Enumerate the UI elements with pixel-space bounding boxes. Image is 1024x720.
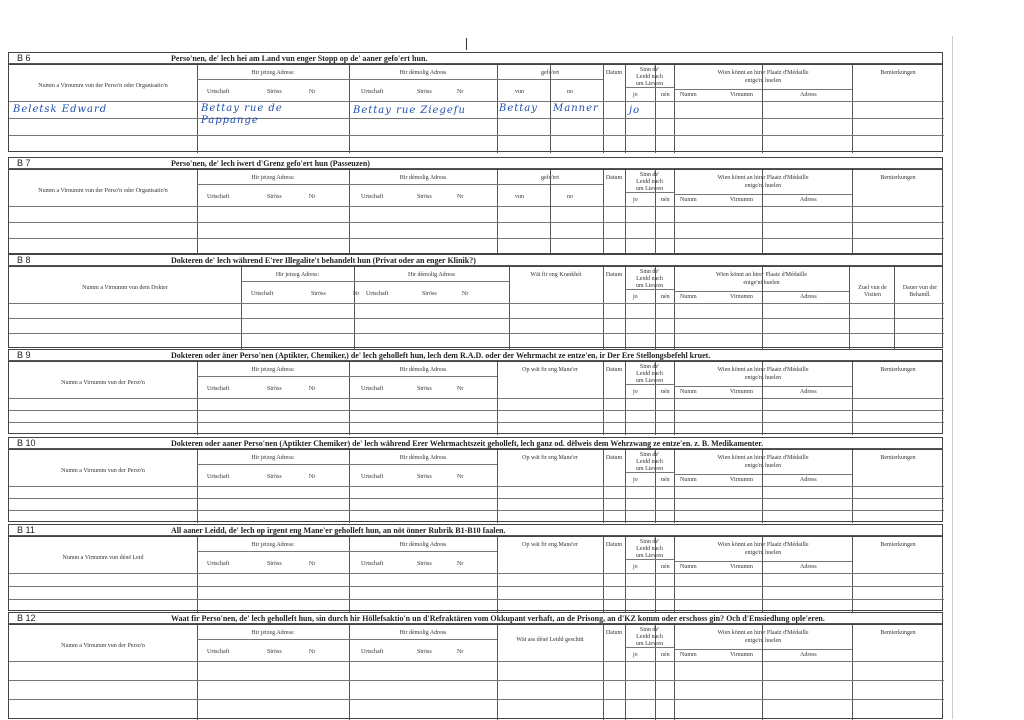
former-address-header: Hir démolig Adress: [399, 175, 447, 181]
alive-header-line2: Leidd nach: [636, 179, 663, 185]
row-divider: [674, 474, 852, 475]
former-number-label: Nr: [457, 561, 464, 567]
row-divider: [354, 281, 509, 282]
data-row-line: [9, 680, 944, 681]
medal-firstname-label: Virnumm: [730, 564, 753, 570]
section-header: [8, 524, 943, 536]
current-street-label: Ströss: [267, 561, 282, 567]
medal-header-line2: entge'nt huelen: [744, 463, 782, 469]
section-title: Dokteren oder aaner Perso'nen (Aptikter Chemiker) de' lech während Erer Wehrmachtszeit geholleft, lech ganz od. dëlweis dem Wehrzwang ze entze'en. z. B. Medikamenter.: [171, 439, 764, 448]
current-address-header: Hir jetzeg Adress:: [251, 175, 295, 181]
row-divider: [349, 551, 497, 552]
section-header: [8, 157, 943, 169]
medal-col-divider: [762, 625, 763, 720]
medal-header-line2: entge'nt huelen: [744, 550, 782, 556]
medal-address-label: Adress: [800, 564, 817, 570]
medal-address-label: Adress: [800, 197, 817, 203]
yes-label: jo: [633, 652, 638, 658]
former-street-label: Ströss: [417, 386, 432, 392]
current-town-label: Urtschaft: [207, 194, 230, 200]
row-divider: [674, 194, 852, 195]
date-header: Datum: [605, 272, 623, 278]
row-divider: [241, 281, 354, 282]
current-address-header: Hir jetzeg Adress:: [251, 630, 295, 636]
medal-header-line1: Wien könnt an hirer Plaatz d'Médaille: [717, 70, 809, 76]
former-number-label: Nr: [457, 649, 464, 655]
column-divider: [852, 625, 853, 720]
column-divider: [197, 170, 198, 255]
former-address-header: Hir démolig Adress: [399, 542, 447, 548]
visits-header: Zuel vun de Visiten: [858, 285, 887, 298]
former-street-label: Ströss: [422, 291, 437, 297]
former-number-label: Nr: [462, 291, 469, 297]
column-divider: [852, 170, 853, 255]
alive-header-line1: Sinn de': [639, 269, 660, 275]
name-column-header: Numm a Virnumm vun dem Dokter: [82, 285, 168, 291]
remarks-header: Bemierkungen: [880, 367, 916, 373]
header-bottom-line: [9, 661, 944, 662]
alive-header-line3: um Liewen: [635, 641, 664, 647]
former-town-label: Urtschaft: [361, 474, 384, 480]
medal-col-divider: [762, 362, 763, 435]
section-grid: [8, 624, 943, 719]
medal-header-line2: entge'nt huelen: [744, 638, 782, 644]
row-divider: [197, 184, 349, 185]
former-town-label: Urtschaft: [361, 561, 384, 567]
header-bottom-line: [9, 573, 944, 574]
data-row-line: [9, 599, 944, 600]
medal-header-line1: Wien könnt an hirer Plaatz d'Médaille: [717, 175, 809, 181]
current-street-label: Ströss: [311, 291, 326, 297]
former-street-label: Ströss: [417, 649, 432, 655]
current-number-label: Nr: [309, 561, 316, 567]
name-column-header: Numm a Virnumm vun der Perso'n: [61, 380, 145, 386]
medal-firstname-label: Virnumm: [730, 652, 753, 658]
no-label: nén: [661, 564, 670, 570]
remarks-header: Bemierkungen: [880, 542, 916, 548]
alive-header-line1: Sinn de': [639, 172, 660, 178]
data-row-line: [9, 118, 944, 119]
current-number-label: Nr: [309, 386, 316, 392]
yes-label: jo: [633, 564, 638, 570]
medal-name-label: Numm: [680, 197, 697, 203]
alive-header-line1: Sinn de': [639, 452, 660, 458]
current-address-header: Hir jetzeg Adress:: [251, 542, 295, 548]
alive-header-line3: um Liewen: [635, 283, 664, 289]
row-divider: [625, 192, 674, 193]
former-address-header: Hir démolig Adress: [399, 367, 447, 373]
remarks-header: Bemierkungen: [880, 70, 916, 76]
handwritten-former-address: Bettay rue Ziegefu: [353, 105, 466, 116]
section-title: Waat fir Perso'nen, de' lech geholleft hun, sin durch hir Höllefsaktio'n un d'Refraktären vom Okkupant verhaft, an de Prisong, an d'KZ komm oder erschoss gin? Och d'Emsiedlung ople'eren.: [171, 614, 825, 623]
handwritten-alive-yes: jo: [629, 105, 641, 116]
section-header: [8, 437, 943, 449]
method-header: Op wät fir eng Mane'er: [522, 367, 578, 373]
row-divider: [349, 376, 497, 377]
name-column-header: Numm a Virnumm vun der Perso'n oder Organisatio'n: [38, 83, 168, 89]
alive-header-line3: um Liewen: [635, 466, 664, 472]
medal-header-line2: entge'nt huelen: [744, 375, 782, 381]
current-town-label: Urtschaft: [207, 89, 230, 95]
alive-header-line1: Sinn de': [639, 627, 660, 633]
yes-label: jo: [633, 294, 638, 300]
medal-address-label: Adress: [800, 92, 817, 98]
handwritten-from: Bettay: [499, 103, 538, 114]
alive-header-line2: Leidd nach: [636, 371, 663, 377]
section-code: B 11: [17, 525, 35, 535]
data-row-line: [9, 222, 944, 223]
from-label: vun: [515, 194, 524, 200]
method-header: Op wät fir eng Mane'er: [522, 455, 578, 461]
section-header: [8, 254, 943, 266]
alive-header-line1: Sinn de': [639, 67, 660, 73]
page-edge-line: [952, 36, 953, 719]
alive-header-line3: um Liewen: [635, 81, 664, 87]
no-label: nén: [661, 477, 670, 483]
no-label: nén: [661, 294, 670, 300]
current-number-label: Nr: [309, 474, 316, 480]
section-code: B 7: [17, 158, 31, 168]
current-town-label: Urtschaft: [207, 386, 230, 392]
alive-header-line1: Sinn de': [639, 539, 660, 545]
former-number-label: Nr: [457, 194, 464, 200]
alive-header-line2: Leidd nach: [636, 276, 663, 282]
current-number-label: Nr: [309, 194, 316, 200]
row-divider: [625, 384, 674, 385]
former-town-label: Urtschaft: [361, 194, 384, 200]
data-row-line: [9, 318, 944, 319]
row-divider: [625, 559, 674, 560]
handwritten-current-address: Bettay rue de Pappange: [201, 103, 283, 126]
medal-address-label: Adress: [800, 477, 817, 483]
medal-col-divider: [762, 450, 763, 523]
medal-col-divider: [762, 267, 763, 349]
column-divider: [603, 65, 604, 153]
section-title: All aaner Leidd, de' lech op irgent eng Mane'er geholleft hun, an nöt önner Rubrik B1-B10 faalen.: [171, 526, 506, 535]
current-street-label: Ströss: [267, 649, 282, 655]
column-divider: [603, 170, 604, 255]
medal-address-label: Adress: [800, 389, 817, 395]
former-number-label: Nr: [457, 386, 464, 392]
medal-address-label: Adress: [800, 652, 817, 658]
from-to-divider: [550, 65, 551, 153]
former-town-label: Urtschaft: [366, 291, 389, 297]
name-column-header: Numm a Virnumm vun der Perso'n: [61, 468, 145, 474]
row-divider: [674, 561, 852, 562]
medal-header-line1: Wien könnt an hirer Plaatz d'Médaille: [716, 272, 807, 278]
medal-header-line2: entge'nt huelen: [744, 183, 782, 189]
section-grid: [8, 449, 943, 522]
yes-label: jo: [633, 477, 638, 483]
row-divider: [197, 551, 349, 552]
section-code: B 12: [17, 613, 36, 623]
alive-header-line2: Leidd nach: [636, 546, 663, 552]
medal-header-line1: Wien könnt an hirer Plaatz d'Médaille: [717, 455, 809, 461]
current-street-label: Ströss: [267, 474, 282, 480]
medal-header-line2: entge'nt huelen: [744, 78, 782, 84]
data-row-line: [9, 422, 944, 423]
column-divider: [349, 170, 350, 255]
alive-header-line2: Leidd nach: [636, 74, 663, 80]
medal-name-label: Numm: [680, 564, 697, 570]
column-divider: [497, 537, 498, 612]
medal-firstname-label: Virnumm: [730, 92, 753, 98]
transported-header: gefo'ert: [540, 175, 560, 181]
column-divider: [849, 267, 850, 349]
current-street-label: Ströss: [267, 89, 282, 95]
section-grid: [8, 169, 943, 254]
medal-col-divider: [762, 170, 763, 255]
section-grid: [8, 536, 943, 611]
medal-header-line1: Wien könnt an hirer Plaatz d'Médaille: [717, 542, 809, 548]
former-number-label: Nr: [457, 474, 464, 480]
header-bottom-line: [9, 486, 944, 487]
former-address-header: Hir démolig Adress: [399, 70, 447, 76]
alive-header-line3: um Liewen: [635, 186, 664, 192]
yes-label: jo: [633, 92, 638, 98]
former-number-label: Nr: [457, 89, 464, 95]
row-divider: [625, 472, 674, 473]
section-title: Dokteren oder äner Perso'nen (Aptikter, Chemiker,) de' lech geholleft hun, lech dem R.A.D. oder der Wehrmacht ze entze'en, ir Der Ere Stellongsbefehl kruet.: [171, 351, 711, 360]
no-label: nén: [661, 652, 670, 658]
row-divider: [674, 89, 852, 90]
column-divider: [497, 170, 498, 255]
former-street-label: Ströss: [417, 194, 432, 200]
medal-header-line1: Wien könnt an hirer Plaatz d'Médaille: [717, 630, 809, 636]
medal-name-label: Numm: [680, 92, 697, 98]
date-header: Datum: [605, 455, 623, 461]
date-header: Datum: [605, 367, 623, 373]
former-town-label: Urtschaft: [361, 649, 384, 655]
alive-header-line1: Sinn de': [639, 364, 660, 370]
handwritten-name: Beletsk Edward: [13, 104, 108, 115]
current-address-header: Hir jetzeg Adress:: [275, 272, 320, 278]
medal-col-divider: [762, 65, 763, 153]
former-address-header: Hir démolig Adress: [399, 630, 447, 636]
alive-header-line2: Leidd nach: [636, 459, 663, 465]
current-address-header: Hir jetzeg Adress:: [251, 455, 295, 461]
name-column-header: Numm a Virnumm vun der Perso'n oder Organisatio'n: [38, 188, 168, 194]
medal-name-label: Numm: [680, 652, 697, 658]
section-title: Perso'nen, de' lech hei am Land vun enger Stopp op de' aaner gefo'ert hun.: [171, 54, 428, 63]
header-bottom-line: [9, 101, 944, 102]
alive-header-line2: Leidd nach: [636, 634, 663, 640]
data-row-line: [9, 238, 944, 239]
section-grid: [8, 266, 943, 348]
to-label: no: [567, 194, 573, 200]
section-header: [8, 52, 943, 64]
method-header: Wät fir eng Krankhét: [530, 272, 582, 278]
row-divider: [674, 649, 852, 650]
yes-label: jo: [633, 389, 638, 395]
current-street-label: Ströss: [267, 194, 282, 200]
section-b11: [8, 524, 943, 611]
section-header: [8, 612, 943, 624]
data-row-line: [9, 586, 944, 587]
no-label: nén: [661, 389, 670, 395]
former-street-label: Ströss: [417, 89, 432, 95]
former-street-label: Ströss: [417, 561, 432, 567]
row-divider: [197, 376, 349, 377]
data-row-line: [9, 333, 944, 334]
section-grid: [8, 64, 943, 152]
current-number-label: Nr: [309, 649, 316, 655]
duration-header: Dauer vun der Behandl.: [902, 285, 938, 298]
method-header: Op wät fir eng Mane'er: [522, 542, 578, 548]
current-town-label: Urtschaft: [207, 561, 230, 567]
former-town-label: Urtschaft: [361, 89, 384, 95]
row-divider: [197, 639, 349, 640]
data-row-line: [9, 498, 944, 499]
former-street-label: Ströss: [417, 474, 432, 480]
current-number-label: Nr: [353, 291, 360, 297]
data-row-line: [9, 699, 944, 700]
medal-firstname-label: Virnumm: [730, 389, 753, 395]
alive-header-line3: um Liewen: [635, 553, 664, 559]
section-title: Dokteren de' lech während E'rer Illegalite't behandelt hun (Privat oder an enger Klinik?): [171, 256, 476, 265]
column-divider: [852, 65, 853, 153]
column-divider: [509, 267, 510, 349]
data-row-line: [9, 410, 944, 411]
section-b6: [8, 52, 943, 152]
row-divider: [349, 184, 497, 185]
medal-address-label: Adress: [800, 294, 817, 300]
transported-header: gefo'ert: [540, 70, 560, 76]
row-divider: [625, 289, 674, 290]
current-address-header: Hir jetzeg Adress:: [251, 70, 295, 76]
remarks-header: Bemierkungen: [880, 455, 916, 461]
medal-header-line2: entge'nt huelen: [743, 280, 780, 286]
header-bottom-line: [9, 398, 944, 399]
former-town-label: Urtschaft: [361, 386, 384, 392]
current-number-label: Nr: [309, 89, 316, 95]
date-header: Datum: [605, 175, 623, 181]
row-divider: [625, 647, 674, 648]
medal-firstname-label: Virnumm: [730, 294, 753, 300]
section-title: Perso'nen, de' lech iwert d'Grenz gefo'ert hun (Passeuzen): [171, 159, 370, 168]
current-town-label: Urtschaft: [251, 291, 274, 297]
former-address-header: Hir démolig Adress: [408, 272, 455, 278]
row-divider: [197, 464, 349, 465]
current-street-label: Ströss: [267, 386, 282, 392]
method-header: Wät ass dénë Leidd geschitt: [516, 637, 584, 643]
remarks-header: Bemierkungen: [880, 175, 916, 181]
row-divider: [349, 79, 497, 80]
medal-firstname-label: Virnumm: [730, 197, 753, 203]
handwritten-to: Manner: [553, 103, 599, 114]
medal-firstname-label: Virnumm: [730, 477, 753, 483]
medal-name-label: Numm: [680, 389, 697, 395]
section-b9: [8, 349, 943, 434]
column-divider: [603, 625, 604, 720]
name-column-header: Numm a Virnumm vun der Perso'n: [61, 643, 145, 649]
top-tick-mark: [466, 38, 467, 50]
remarks-header: Bemierkungen: [880, 630, 916, 636]
yes-label: jo: [633, 197, 638, 203]
column-divider: [497, 625, 498, 720]
section-b8: [8, 254, 943, 348]
current-address-header: Hir jetzeg Adress:: [251, 367, 295, 373]
to-label: no: [567, 89, 573, 95]
section-b10: [8, 437, 943, 522]
name-column-header: Numm a Virnumm vun dénë Leid: [62, 555, 144, 561]
alive-header-line3: um Liewen: [635, 378, 664, 384]
section-code: B 10: [17, 438, 36, 448]
date-header: Datum: [605, 70, 623, 76]
section-header: [8, 349, 943, 361]
data-row-line: [9, 135, 944, 136]
row-divider: [674, 386, 852, 387]
header-bottom-line: [9, 303, 944, 304]
section-b7: [8, 157, 943, 254]
date-header: Datum: [605, 542, 623, 548]
current-town-label: Urtschaft: [207, 474, 230, 480]
from-label: vun: [515, 89, 524, 95]
date-header: Datum: [605, 630, 623, 636]
medal-header-line1: Wien könnt an hirer Plaatz d'Médaille: [717, 367, 809, 373]
medal-name-label: Numm: [680, 477, 697, 483]
section-code: B 9: [17, 350, 31, 360]
medal-name-label: Numm: [680, 294, 697, 300]
section-grid: [8, 361, 943, 434]
column-divider: [603, 267, 604, 349]
row-divider: [349, 464, 497, 465]
section-code: B 6: [17, 53, 31, 63]
row-divider: [349, 639, 497, 640]
column-divider: [241, 267, 242, 349]
former-address-header: Hir démolig Adress: [399, 455, 447, 461]
row-divider: [625, 87, 674, 88]
data-row-line: [9, 510, 944, 511]
from-to-divider: [550, 170, 551, 255]
current-town-label: Urtschaft: [207, 649, 230, 655]
no-label: nén: [661, 197, 670, 203]
column-divider: [894, 267, 895, 349]
section-code: B 8: [17, 255, 31, 265]
row-divider: [197, 79, 349, 80]
no-label: nén: [661, 92, 670, 98]
medal-col-divider: [762, 537, 763, 612]
header-bottom-line: [9, 206, 944, 207]
section-b12: [8, 612, 943, 719]
column-divider: [354, 267, 355, 349]
